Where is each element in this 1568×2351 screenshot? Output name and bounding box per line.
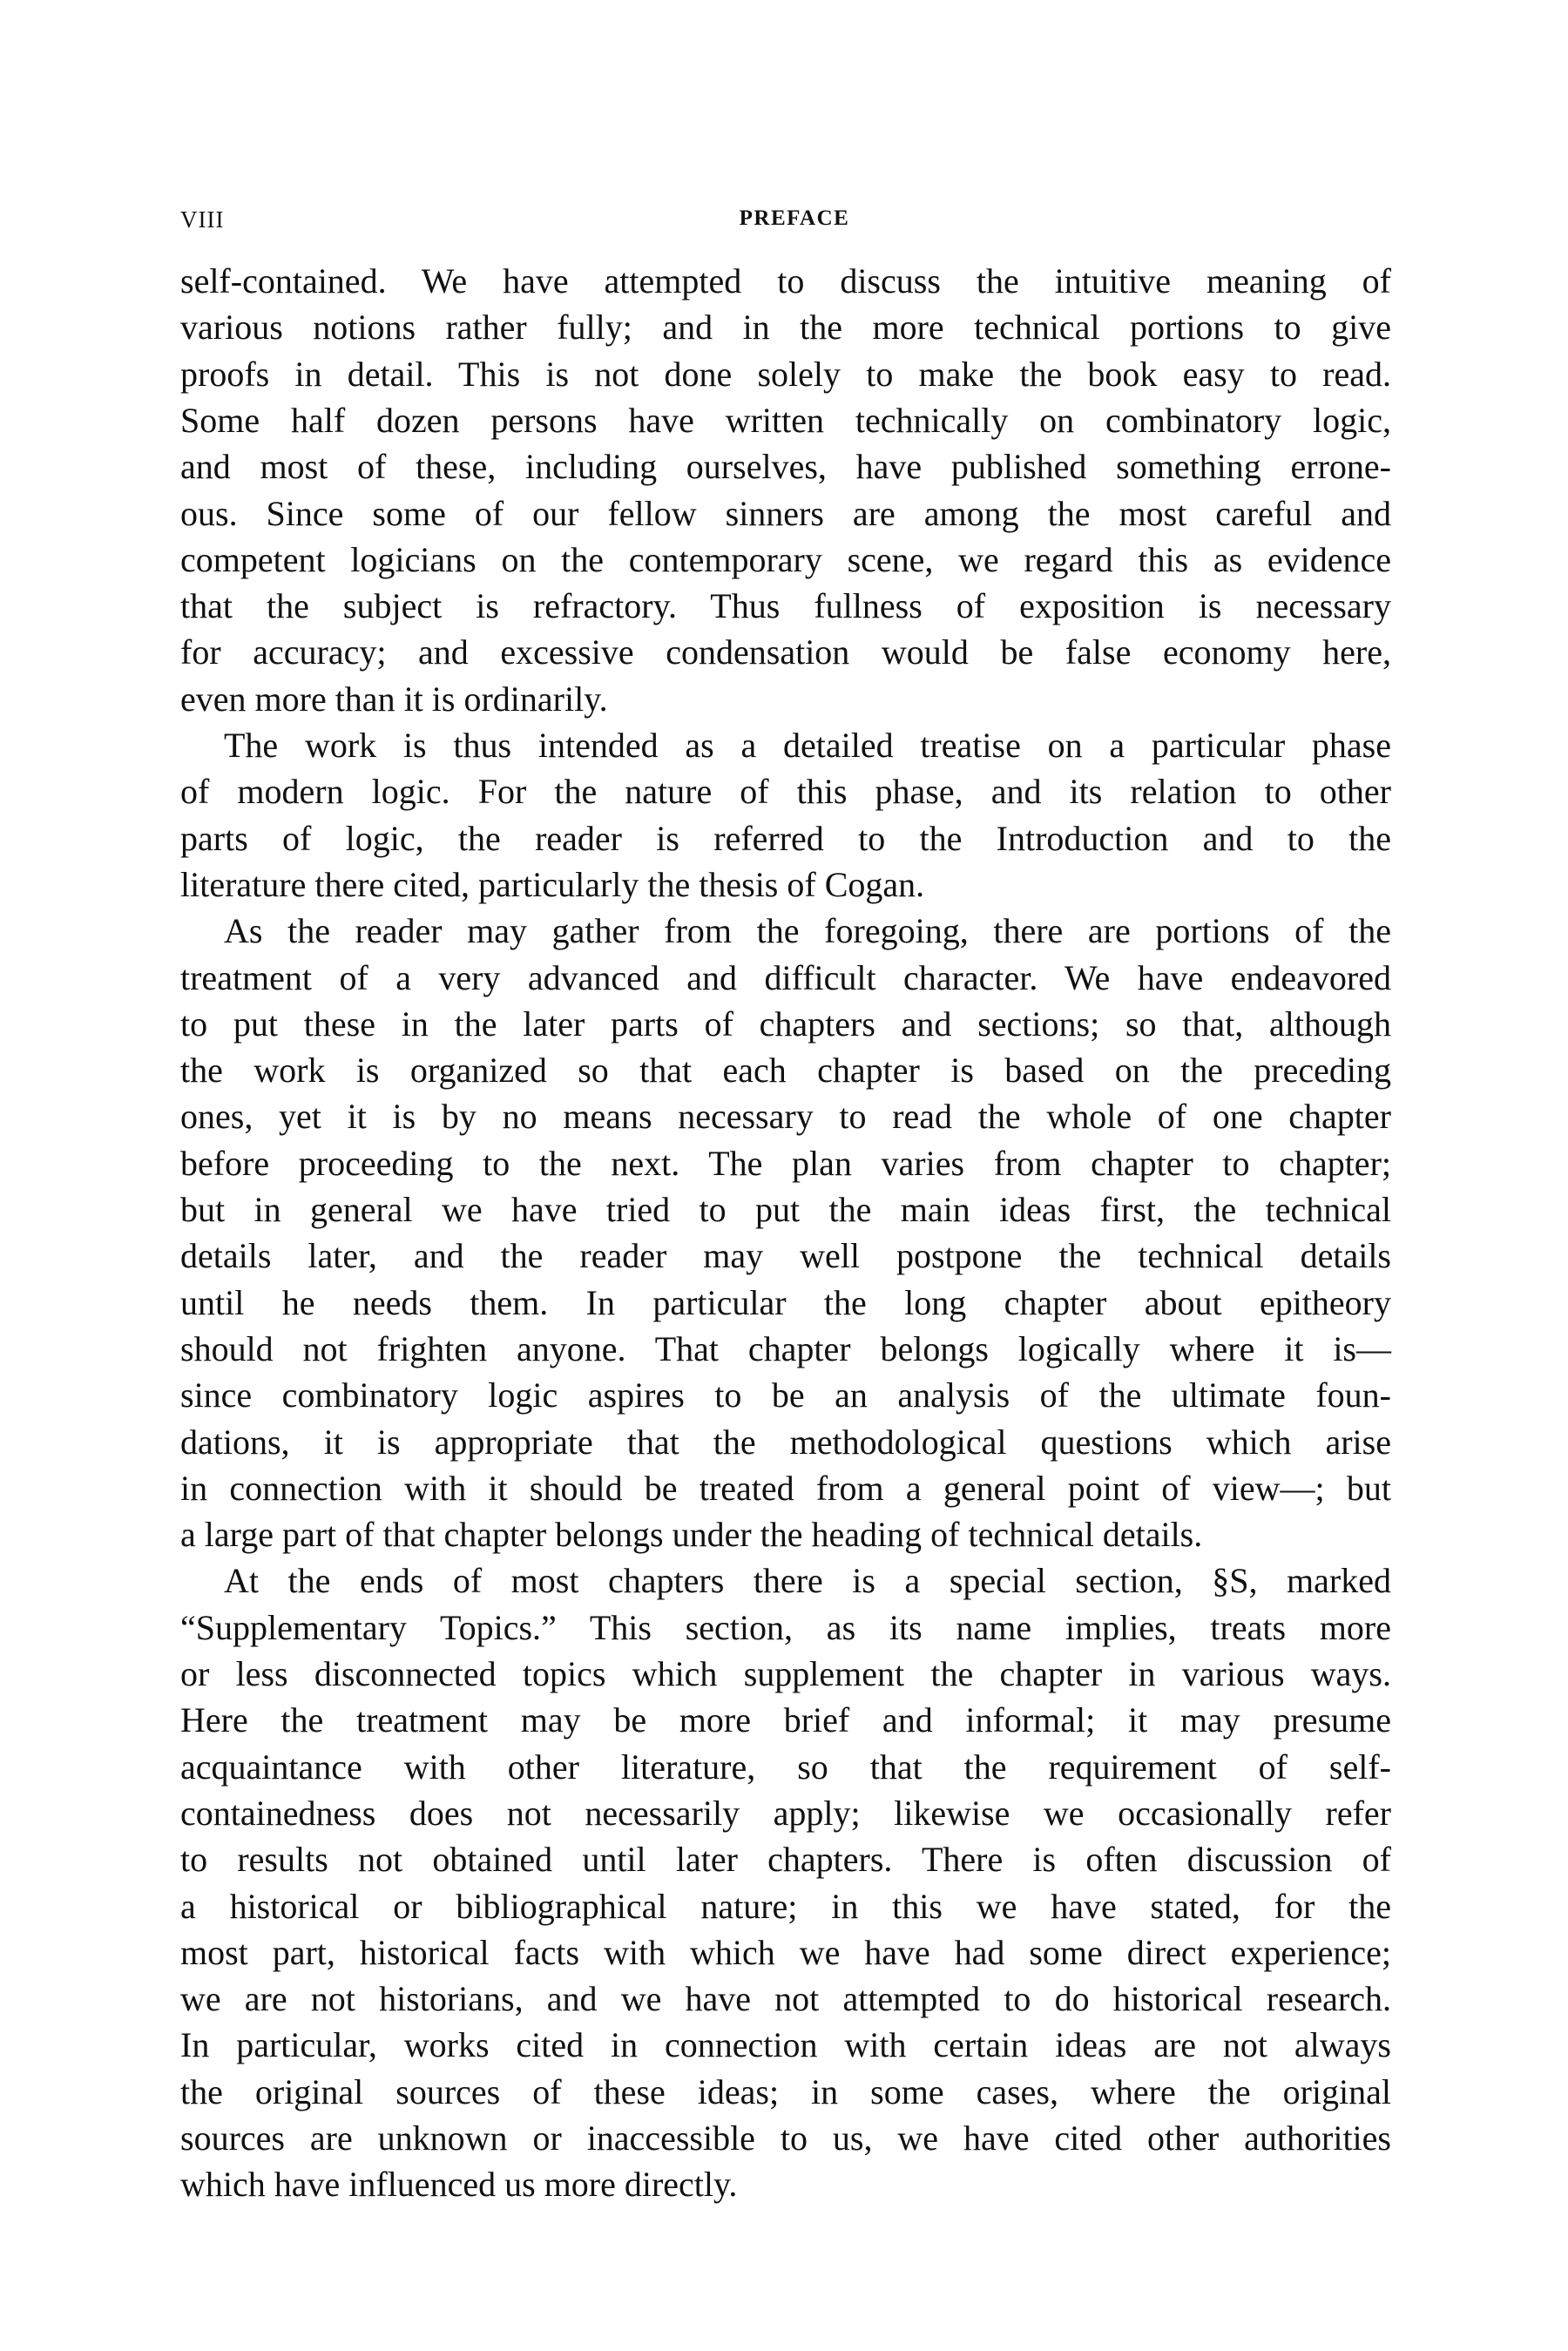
text-line: in connection with it should be treated from a general point of view—; but (180, 1468, 1391, 1508)
text-line: various notions rather fully; and in the more technical portions to give (180, 307, 1391, 348)
text-line: ous. Since some of our fellow sinners are among the most careful and (180, 493, 1391, 533)
running-head-title: PREFACE (739, 206, 850, 230)
text-line: At the ends of most chapters there is a special section, §S, marked (224, 1561, 1391, 1601)
text-line: of modern logic. For the nature of this phase, and its relation to other (180, 772, 1391, 812)
text-line: literature there cited, particularly the thesis of Cogan. (180, 864, 925, 904)
text-line: The work is thus intended as a detailed treatise on a particular phase (224, 726, 1391, 765)
text-line: containedness does not necessarily apply; likewise we occasionally refer (180, 1793, 1391, 1833)
text-line: most part, historical facts with which we have had some direct experience; (180, 1932, 1391, 1972)
page-number: VIII (180, 206, 225, 233)
text-line: until he needs them. In particular the long chapter about epitheory (180, 1282, 1391, 1322)
text-line: the work is organized so that each chapter is based on the preceding (180, 1051, 1391, 1091)
text-line: details later, and the reader may well postpone the technical details (180, 1236, 1391, 1276)
text-line: proofs in detail. This is not done solely to make the book easy to read. (180, 354, 1391, 394)
text-line: As the reader may gather from the foregoing, there are portions of the (224, 911, 1391, 951)
text-line: which have influenced us more directly. (180, 2165, 738, 2205)
text-line: self-contained. We have attempted to discuss the intuitive meaning of (180, 261, 1391, 301)
text-line: since combinatory logic aspires to be an analysis of the ultimate foun- (180, 1375, 1391, 1415)
text-line: competent logicians on the contemporary scene, we regard this as evidence (180, 539, 1391, 579)
text-line: dations, it is appropriate that the methodological questions which arise (180, 1422, 1391, 1462)
text-line: before proceeding to the next. The plan varies from chapter to chapter; (180, 1143, 1391, 1183)
text-line: ones, yet it is by no means necessary to read the whole of one chapter (180, 1097, 1391, 1137)
text-line: to put these in the later parts of chapters and sections; so that, although (180, 1003, 1391, 1044)
text-line: Here the treatment may be more brief and informal; it may presume (180, 1700, 1391, 1740)
running-head (180, 202, 1391, 237)
text-line: sources are unknown or inaccessible to us, we have cited other authorities (180, 2118, 1391, 2158)
text-line: a historical or bibliographical nature; in this we have stated, for the (180, 1886, 1391, 1926)
text-line: a large part of that chapter belongs under the heading of technical details. (180, 1515, 1203, 1555)
text-line: that the subject is refractory. Thus fullness of exposition is necessary (180, 586, 1391, 626)
text-line: for accuracy; and excessive condensation would be false economy here, (180, 632, 1391, 672)
text-line: the original sources of these ideas; in some cases, where the original (180, 2071, 1391, 2111)
text-line: Some half dozen persons have written technically on combinatory logic, (180, 400, 1391, 440)
text-line: or less disconnected topics which supplement the chapter in various ways. (180, 1654, 1391, 1693)
text-line: treatment of a very advanced and difficult character. We have endeavored (180, 957, 1391, 997)
text-line: In particular, works cited in connection with certain ideas are not always (180, 2025, 1391, 2065)
text-line: even more than it is ordinarily. (180, 679, 608, 719)
text-line: we are not historians, and we have not attempted to do historical research. (180, 1979, 1391, 2019)
text-line: parts of logic, the reader is referred to the Introduction and to the (180, 818, 1391, 858)
text-line: to results not obtained until later chapters. There is often discussion of (180, 1840, 1391, 1880)
text-line: and most of these, including ourselves, have published something errone- (180, 447, 1391, 487)
text-line: “Supplementary Topics.” This section, as its name implies, treats more (180, 1607, 1391, 1647)
text-line: should not frighten anyone. That chapter belongs logically where it is— (180, 1328, 1391, 1368)
text-line: but in general we have tried to put the main ideas first, the technical (180, 1190, 1391, 1229)
text-line: acquaintance with other literature, so that the requirement of self- (180, 1746, 1391, 1787)
